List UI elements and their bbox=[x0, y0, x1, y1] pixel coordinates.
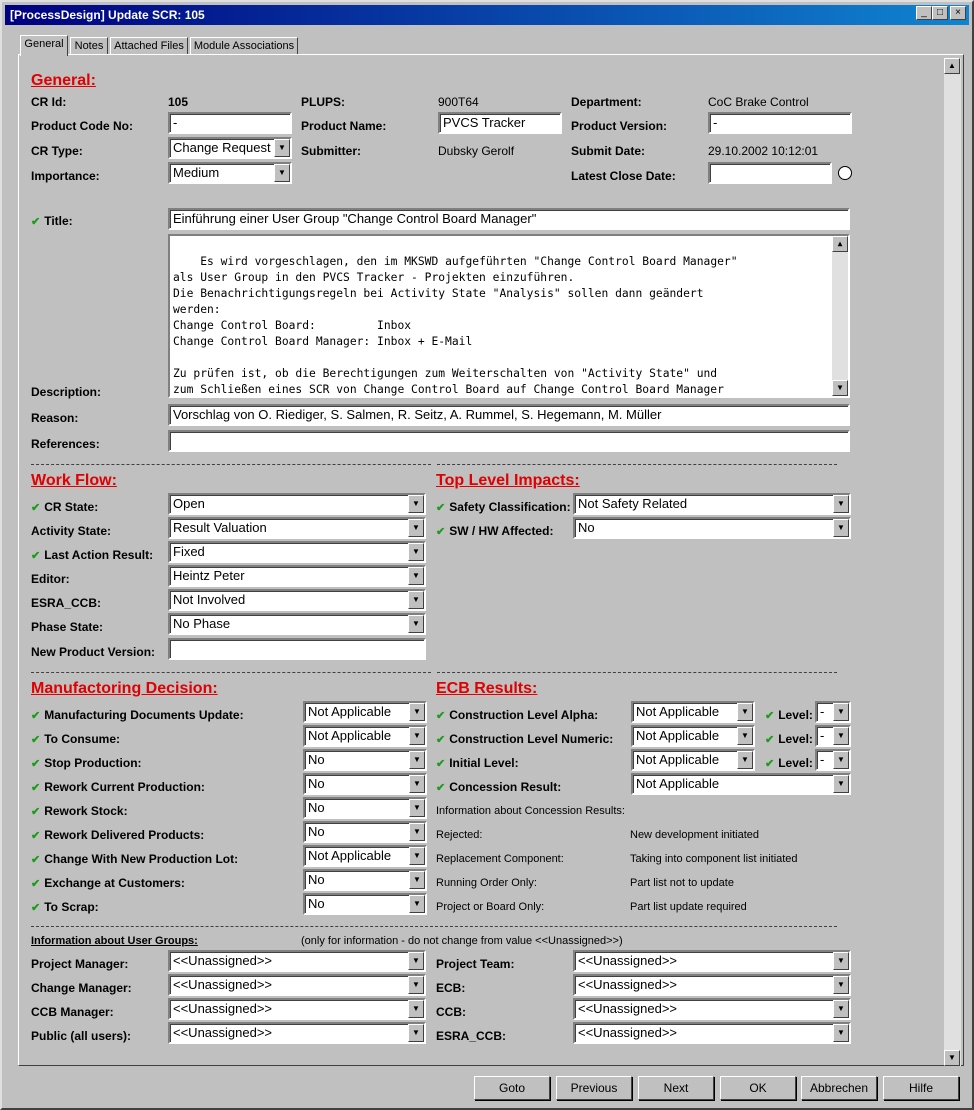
workflow-label bbox=[31, 620, 103, 634]
latest-close-date-field[interactable] bbox=[708, 162, 832, 184]
chevron-down-icon[interactable]: ▼ bbox=[408, 567, 424, 585]
scroll-down-icon[interactable]: ▼ bbox=[832, 380, 848, 396]
manufacturing-label bbox=[31, 780, 205, 794]
concession-info-value: New development initiated bbox=[630, 829, 760, 841]
help-button[interactable]: Hilfe bbox=[883, 1076, 959, 1100]
minimize-button[interactable]: _ bbox=[916, 6, 932, 20]
chevron-down-icon[interactable]: ▼ bbox=[833, 703, 849, 721]
user-groups-note: (only for information - do not change from value <<Unassigned>>) bbox=[301, 935, 623, 947]
divider bbox=[31, 926, 837, 927]
chevron-down-icon[interactable]: ▼ bbox=[408, 615, 424, 633]
check-icon: ✔ bbox=[436, 710, 446, 722]
check-icon: ✔ bbox=[436, 758, 446, 770]
chevron-down-icon[interactable]: ▼ bbox=[409, 727, 425, 745]
user-group-select[interactable] bbox=[168, 950, 426, 972]
description-textarea[interactable] bbox=[168, 234, 850, 398]
workflow-label bbox=[31, 548, 153, 562]
chevron-down-icon[interactable]: ▼ bbox=[833, 952, 849, 970]
workflow-label-text: Activity State: bbox=[31, 524, 112, 538]
workflow-select-value: Open bbox=[173, 496, 205, 511]
user-group-label-text: CCB Manager: bbox=[31, 1005, 114, 1019]
user-group-label bbox=[436, 981, 465, 995]
workflow-select[interactable] bbox=[168, 517, 426, 539]
user-group-select-value: <<Unassigned>> bbox=[173, 953, 273, 968]
workflow-label bbox=[31, 524, 111, 538]
concession-info-header: Information about Concession Results: bbox=[436, 805, 625, 817]
chevron-down-icon[interactable]: ▼ bbox=[408, 495, 424, 513]
check-icon: ✔ bbox=[436, 502, 446, 514]
user-group-label-text: Project Team: bbox=[436, 957, 515, 971]
workflow-label-text: CR State: bbox=[44, 500, 99, 514]
ok-button[interactable]: OK bbox=[720, 1076, 796, 1100]
user-group-select-value: <<Unassigned>> bbox=[578, 1025, 678, 1040]
chevron-down-icon[interactable]: ▼ bbox=[833, 1000, 849, 1018]
level-select-value: - bbox=[820, 728, 825, 743]
ecb-label bbox=[436, 708, 598, 722]
safety-classification-label bbox=[436, 500, 571, 514]
cr-type-label: CR Type: bbox=[31, 144, 83, 158]
chevron-down-icon[interactable]: ▼ bbox=[408, 952, 424, 970]
tab-notes[interactable]: Notes bbox=[70, 37, 108, 55]
ecb-label-text: Construction Level Alpha: bbox=[449, 708, 599, 722]
workflow-select-value: Heintz Peter bbox=[173, 568, 245, 583]
goto-button[interactable]: Goto bbox=[474, 1076, 550, 1100]
chevron-down-icon[interactable]: ▼ bbox=[408, 519, 424, 537]
check-icon: ✔ bbox=[436, 782, 446, 794]
workflow-select-value: Fixed bbox=[173, 544, 205, 559]
check-icon: ✔ bbox=[31, 806, 41, 818]
title-label bbox=[31, 214, 73, 228]
level-select[interactable] bbox=[815, 749, 851, 771]
title-bar[interactable] bbox=[5, 5, 969, 25]
manufacturing-select-value: No bbox=[308, 752, 325, 767]
concession-info-value: Taking into component list initiated bbox=[630, 853, 798, 865]
check-icon: ✔ bbox=[31, 550, 41, 562]
submit-date-value: 29.10.2002 10:12:01 bbox=[708, 144, 819, 158]
level-label bbox=[765, 708, 813, 722]
user-group-select-value: <<Unassigned>> bbox=[173, 977, 273, 992]
cr-id-label: CR Id: bbox=[31, 95, 67, 109]
divider bbox=[31, 464, 431, 465]
manufacturing-label-text: Rework Delivered Products: bbox=[44, 828, 205, 842]
concession-result-select[interactable] bbox=[631, 773, 851, 795]
tab-panel bbox=[18, 54, 964, 1066]
workflow-select-value: No Phase bbox=[173, 616, 231, 631]
safety-value: Not Safety Related bbox=[578, 496, 688, 511]
concession-value: Not Applicable bbox=[636, 776, 720, 791]
user-group-select[interactable] bbox=[573, 998, 851, 1020]
chevron-down-icon[interactable]: ▼ bbox=[409, 895, 425, 913]
window-title: [ProcessDesign] Update SCR: 105 bbox=[10, 8, 205, 22]
workflow-select[interactable] bbox=[168, 493, 426, 515]
check-icon: ✔ bbox=[31, 734, 41, 746]
level-label-text: Level: bbox=[778, 756, 813, 770]
manufacturing-select[interactable] bbox=[303, 797, 427, 819]
manufacturing-select-value: No bbox=[308, 776, 325, 791]
clock-icon[interactable] bbox=[838, 166, 852, 180]
department-value: CoC Brake Control bbox=[708, 95, 809, 109]
chevron-down-icon[interactable]: ▼ bbox=[737, 703, 753, 721]
manufacturing-label bbox=[31, 756, 142, 770]
manufacturing-select[interactable] bbox=[303, 773, 427, 795]
check-icon: ✔ bbox=[31, 502, 41, 514]
manufacturing-select[interactable] bbox=[303, 701, 427, 723]
chevron-down-icon[interactable]: ▼ bbox=[409, 847, 425, 865]
user-groups-header: Information about User Groups: bbox=[31, 935, 198, 947]
chevron-down-icon[interactable]: ▼ bbox=[274, 164, 290, 182]
divider bbox=[31, 672, 431, 673]
workflow-select-value: Not Involved bbox=[173, 592, 246, 607]
reason-label: Reason: bbox=[31, 411, 79, 425]
cr-id-value: 105 bbox=[168, 95, 189, 109]
user-group-label bbox=[436, 1029, 506, 1043]
workflow-select[interactable] bbox=[168, 613, 426, 635]
submitter-label: Submitter: bbox=[301, 144, 361, 158]
level-select[interactable] bbox=[815, 725, 851, 747]
check-icon: ✔ bbox=[765, 758, 775, 770]
check-icon: ✔ bbox=[31, 216, 41, 228]
sw-hw-affected-label bbox=[436, 524, 553, 538]
level-label bbox=[765, 732, 813, 746]
concession-label-text: Concession Result: bbox=[449, 780, 562, 794]
workflow-label bbox=[31, 500, 98, 514]
chevron-down-icon[interactable]: ▼ bbox=[408, 543, 424, 561]
ecb-select-value: Not Applicable bbox=[636, 728, 720, 743]
user-group-label-text: CCB: bbox=[436, 1005, 466, 1019]
manufacturing-label-text: Rework Stock: bbox=[44, 804, 128, 818]
tab-attached-files[interactable]: Attached Files bbox=[110, 37, 188, 55]
user-group-select[interactable] bbox=[168, 1022, 426, 1044]
scroll-up-icon[interactable]: ▲ bbox=[832, 236, 848, 252]
product-name-field[interactable]: PVCS Tracker bbox=[438, 112, 562, 134]
chevron-down-icon[interactable]: ▼ bbox=[833, 976, 849, 994]
manufacturing-select[interactable] bbox=[303, 821, 427, 843]
workflow-select[interactable] bbox=[168, 589, 426, 611]
check-icon: ✔ bbox=[31, 854, 41, 866]
manufacturing-select-value: No bbox=[308, 824, 325, 839]
manufacturing-label-text: Manufacturing Documents Update: bbox=[44, 708, 244, 722]
user-group-label bbox=[31, 957, 128, 971]
reason-field[interactable]: Vorschlag von O. Riediger, S. Salmen, R. Seitz, A. Rummel, S. Hegemann, M. Müller bbox=[168, 404, 850, 426]
manufacturing-select[interactable] bbox=[303, 893, 427, 915]
workflow-select[interactable] bbox=[168, 565, 426, 587]
product-code-label: Product Code No: bbox=[31, 119, 133, 133]
user-group-label-text: ECB: bbox=[436, 981, 466, 995]
check-icon: ✔ bbox=[31, 902, 41, 914]
level-select-value: - bbox=[820, 752, 825, 767]
workflow-select-value: Result Valuation bbox=[173, 520, 267, 535]
importance-label: Importance: bbox=[31, 169, 100, 183]
ecb-label bbox=[436, 732, 613, 746]
user-group-label-text: Public (all users): bbox=[31, 1029, 132, 1043]
section-top-level-impacts: Top Level Impacts: bbox=[436, 472, 580, 489]
manufacturing-label bbox=[31, 876, 185, 890]
manufacturing-select-value: Not Applicable bbox=[308, 728, 392, 743]
importance-select[interactable] bbox=[168, 162, 292, 184]
concession-info-value: Part list update required bbox=[630, 901, 747, 913]
manufacturing-select[interactable] bbox=[303, 725, 427, 747]
workflow-select[interactable] bbox=[168, 541, 426, 563]
section-ecb-results: ECB Results: bbox=[436, 680, 538, 697]
level-label bbox=[765, 756, 813, 770]
manufacturing-select-value: Not Applicable bbox=[308, 704, 392, 719]
product-code-field[interactable]: - bbox=[168, 112, 292, 134]
manufacturing-label-text: Rework Current Production: bbox=[44, 780, 205, 794]
check-icon: ✔ bbox=[31, 782, 41, 794]
description-label: Description: bbox=[31, 385, 102, 399]
chevron-down-icon[interactable]: ▼ bbox=[833, 519, 849, 537]
check-icon: ✔ bbox=[436, 734, 446, 746]
chevron-down-icon[interactable]: ▼ bbox=[833, 495, 849, 513]
concession-result-label bbox=[436, 780, 561, 794]
user-group-label-text: Project Manager: bbox=[31, 957, 129, 971]
user-group-select-value: <<Unassigned>> bbox=[173, 1001, 273, 1016]
chevron-down-icon[interactable]: ▼ bbox=[274, 139, 290, 157]
scroll-up-icon[interactable]: ▲ bbox=[944, 58, 960, 74]
chevron-down-icon[interactable]: ▼ bbox=[833, 775, 849, 793]
manufacturing-select-value: No bbox=[308, 800, 325, 815]
user-group-select[interactable] bbox=[168, 974, 426, 996]
chevron-down-icon[interactable]: ▼ bbox=[409, 871, 425, 889]
manufacturing-label bbox=[31, 732, 120, 746]
chevron-down-icon[interactable]: ▼ bbox=[408, 1024, 424, 1042]
references-label: References: bbox=[31, 437, 100, 451]
latest-close-label: Latest Close Date: bbox=[571, 169, 676, 183]
manufacturing-label bbox=[31, 852, 238, 866]
check-icon: ✔ bbox=[31, 758, 41, 770]
description-scrollbar[interactable] bbox=[832, 236, 848, 396]
check-icon: ✔ bbox=[765, 734, 775, 746]
check-icon: ✔ bbox=[765, 710, 775, 722]
user-group-label bbox=[436, 957, 514, 971]
level-label-text: Level: bbox=[778, 732, 813, 746]
manufacturing-select-value: No bbox=[308, 872, 325, 887]
chevron-down-icon[interactable]: ▼ bbox=[737, 727, 753, 745]
manufacturing-select-value: Not Applicable bbox=[308, 848, 392, 863]
manufacturing-select[interactable] bbox=[303, 845, 427, 867]
tab-module-associations[interactable]: Module Associations bbox=[190, 37, 298, 55]
chevron-down-icon[interactable]: ▼ bbox=[737, 751, 753, 769]
ecb-select[interactable] bbox=[631, 701, 755, 723]
user-group-select-value: <<Unassigned>> bbox=[578, 1001, 678, 1016]
swhw-value: No bbox=[578, 520, 595, 535]
manufacturing-select-value: No bbox=[308, 896, 325, 911]
tab-general[interactable]: General bbox=[20, 35, 68, 56]
chevron-down-icon[interactable]: ▼ bbox=[408, 591, 424, 609]
divider bbox=[437, 672, 837, 673]
new-product-version-field[interactable] bbox=[168, 638, 426, 660]
user-group-select[interactable] bbox=[573, 974, 851, 996]
level-label-text: Level: bbox=[778, 708, 813, 722]
cr-type-value: Change Request bbox=[173, 140, 271, 155]
concession-info-key: Project or Board Only: bbox=[436, 901, 545, 913]
plups-label: PLUPS: bbox=[301, 95, 346, 109]
safety-classification-select[interactable] bbox=[573, 493, 851, 515]
level-select-value: - bbox=[820, 704, 825, 719]
user-group-select[interactable] bbox=[573, 1022, 851, 1044]
close-button[interactable]: × bbox=[950, 6, 966, 20]
manufacturing-label-text: To Consume: bbox=[44, 732, 120, 746]
title-field[interactable]: Einführung einer User Group "Change Control Board Manager" bbox=[168, 208, 850, 230]
chevron-down-icon[interactable]: ▼ bbox=[409, 751, 425, 769]
previous-button[interactable]: Previous bbox=[556, 1076, 632, 1100]
level-select[interactable] bbox=[815, 701, 851, 723]
manufacturing-label-text: Exchange at Customers: bbox=[44, 876, 185, 890]
check-icon: ✔ bbox=[31, 878, 41, 890]
concession-info-key: Rejected: bbox=[436, 829, 483, 841]
ecb-select[interactable] bbox=[631, 749, 755, 771]
plups-value: 900T64 bbox=[438, 95, 479, 109]
product-name-label: Product Name: bbox=[301, 119, 387, 133]
check-icon: ✔ bbox=[31, 830, 41, 842]
scroll-down-icon[interactable]: ▼ bbox=[944, 1050, 960, 1066]
next-button[interactable]: Next bbox=[638, 1076, 714, 1100]
user-group-label-text: Change Manager: bbox=[31, 981, 132, 995]
swhw-label-text: SW / HW Affected: bbox=[449, 524, 554, 538]
maximize-button[interactable]: □ bbox=[932, 6, 948, 20]
check-icon: ✔ bbox=[436, 526, 446, 538]
product-version-field[interactable]: - bbox=[708, 112, 852, 134]
ecb-label-text: Construction Level Numeric: bbox=[449, 732, 614, 746]
manufacturing-label-text: Stop Production: bbox=[44, 756, 142, 770]
section-workflow: Work Flow: bbox=[31, 472, 117, 489]
department-label: Department: bbox=[571, 95, 642, 109]
chevron-down-icon[interactable]: ▼ bbox=[409, 775, 425, 793]
user-group-label bbox=[31, 981, 132, 995]
concession-info-key: Replacement Component: bbox=[436, 853, 564, 865]
panel-scrollbar[interactable] bbox=[944, 58, 961, 1066]
ecb-select-value: Not Applicable bbox=[636, 752, 720, 767]
user-group-label bbox=[436, 1005, 466, 1019]
chevron-down-icon[interactable]: ▼ bbox=[408, 976, 424, 994]
chevron-down-icon[interactable]: ▼ bbox=[409, 823, 425, 841]
references-field[interactable] bbox=[168, 430, 850, 452]
workflow-label-text: ESRA_CCB: bbox=[31, 596, 102, 610]
ecb-label bbox=[436, 756, 519, 770]
workflow-label-text: Phase State: bbox=[31, 620, 104, 634]
manufacturing-label bbox=[31, 804, 128, 818]
manufacturing-label bbox=[31, 708, 244, 722]
safety-label-text: Safety Classification: bbox=[449, 500, 571, 514]
submit-date-label: Submit Date: bbox=[571, 144, 646, 158]
product-version-label: Product Version: bbox=[571, 119, 668, 133]
user-group-label-text: ESRA_CCB: bbox=[436, 1029, 507, 1043]
user-group-label bbox=[31, 1029, 131, 1043]
chevron-down-icon[interactable]: ▼ bbox=[409, 703, 425, 721]
user-group-select[interactable] bbox=[168, 998, 426, 1020]
cancel-button[interactable]: Abbrechen bbox=[801, 1076, 877, 1100]
user-group-label bbox=[31, 1005, 114, 1019]
workflow-label-text: Editor: bbox=[31, 572, 70, 586]
submitter-value: Dubsky Gerolf bbox=[438, 144, 515, 158]
title-label-text: Title: bbox=[44, 214, 73, 228]
user-group-select-value: <<Unassigned>> bbox=[578, 953, 678, 968]
section-general: General: bbox=[31, 72, 96, 89]
manufacturing-select[interactable] bbox=[303, 749, 427, 771]
sw-hw-affected-select[interactable] bbox=[573, 517, 851, 539]
workflow-label bbox=[31, 572, 70, 586]
ecb-select-value: Not Applicable bbox=[636, 704, 720, 719]
chevron-down-icon[interactable]: ▼ bbox=[833, 1024, 849, 1042]
check-icon: ✔ bbox=[31, 710, 41, 722]
section-manufacturing-decision: Manufactoring Decision: bbox=[31, 680, 218, 697]
concession-info-value: Part list not to update bbox=[630, 877, 734, 889]
ecb-label-text: Initial Level: bbox=[449, 756, 519, 770]
manufacturing-label-text: Change With New Production Lot: bbox=[44, 852, 239, 866]
user-group-select-value: <<Unassigned>> bbox=[578, 977, 678, 992]
chevron-down-icon[interactable]: ▼ bbox=[833, 727, 849, 745]
user-group-select-value: <<Unassigned>> bbox=[173, 1025, 273, 1040]
chevron-down-icon[interactable]: ▼ bbox=[409, 799, 425, 817]
cr-type-select[interactable] bbox=[168, 137, 292, 159]
manufacturing-label-text: To Scrap: bbox=[44, 900, 99, 914]
chevron-down-icon[interactable]: ▼ bbox=[408, 1000, 424, 1018]
manufacturing-select[interactable] bbox=[303, 869, 427, 891]
ecb-select[interactable] bbox=[631, 725, 755, 747]
manufacturing-label bbox=[31, 828, 204, 842]
workflow-label-text: Last Action Result: bbox=[44, 548, 154, 562]
concession-info-key: Running Order Only: bbox=[436, 877, 537, 889]
new-product-version-label: New Product Version: bbox=[31, 645, 156, 659]
workflow-label bbox=[31, 596, 101, 610]
user-group-select[interactable] bbox=[573, 950, 851, 972]
manufacturing-label bbox=[31, 900, 99, 914]
chevron-down-icon[interactable]: ▼ bbox=[833, 751, 849, 769]
importance-value: Medium bbox=[173, 165, 220, 180]
divider bbox=[437, 464, 837, 465]
description-text: Es wird vorgeschlagen, den im MKSWD aufgeführten "Change Control Board Manager" als User Group in den PVCS Tracker - Projekten einzuführen. Die Benachrichtigungsregeln bei Activity State "Analysis" sollen dann geändert werden: Change Control Board: Inbox Change Control Board Manager: Inbox + E-Mail Zu prüfen ist, ob die Berechtigungen zum Weiterschalten von "Activity State" und zum Schließen eines SCR von Change Control Board auf Change Control Board Manager bbox=[173, 255, 738, 396]
